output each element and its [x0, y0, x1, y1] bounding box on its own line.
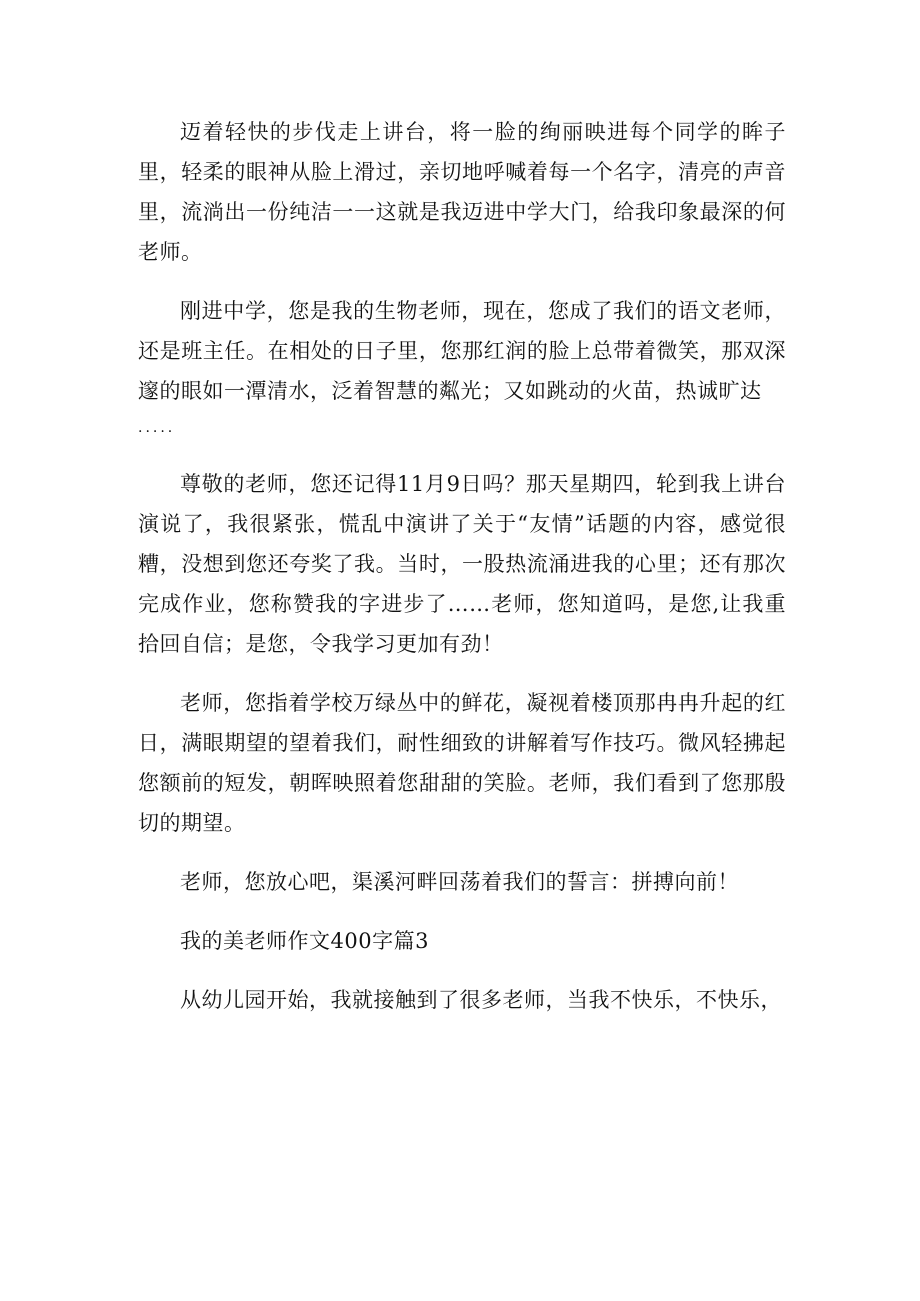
paragraph-kindergarten: 从幼儿园开始，我就接触到了很多老师，当我不快乐，不快乐， — [180, 988, 782, 1012]
paragraph-intro: 迈着轻快的步伐走上讲台，将一脸的绚丽映进每个同学的眸子里，轻柔的眼神从脸上滑过，亲切地呼喊着每一个名字，清亮的声音里，流淌出一份纯洁一一这就是我迈进中学大门，给我印象最深的何老师。 — [138, 120, 786, 264]
section-heading: 我的美老师作文400字篇3 — [180, 929, 429, 953]
paragraph-flowers: 老师，您指着学校万绿丛中的鲜花，凝视着楼顶那冉冉升起的红日，满眼期望的望着我们，耐性细致的讲解着写作技巧。微风轻拂起您额前的短发，朝晖映照着您甜甜的笑脸。老师，我们看到了您那殷切的期望。 — [138, 691, 786, 835]
paragraph-speech: 尊敬的老师，您还记得11月9日吗？那天星期四，轮到我上讲台演说了，我很紧张，慌乱中演讲了关于“友情”话题的内容，感觉很糟，没想到您还夸奖了我。当时，一股热流涌进我的心里；还有那次完成作业，您称赞我的字进步了……老师，您知道吗，是您,让我重拾回自信；是您，令我学习更加有劲！ — [138, 472, 786, 656]
paragraph-biology-teacher-text: 刚进中学，您是我的生物老师，现在，您成了我们的语文老师，还是班主任。在相处的日子里，您那红润的脸上总带着微笑，那双深邃的眼如一潭清水，泛着智慧的粼光；又如跳动的火苗，热诚旷达 — [138, 299, 786, 403]
paragraph-vow: 老师，您放心吧，渠溪河畔回荡着我们的誓言：拼搏向前！ — [180, 870, 739, 894]
document-body — [138, 112, 786, 1020]
paragraph-biology-teacher — [138, 291, 786, 445]
ellipsis-dots: ..... — [138, 420, 176, 436]
